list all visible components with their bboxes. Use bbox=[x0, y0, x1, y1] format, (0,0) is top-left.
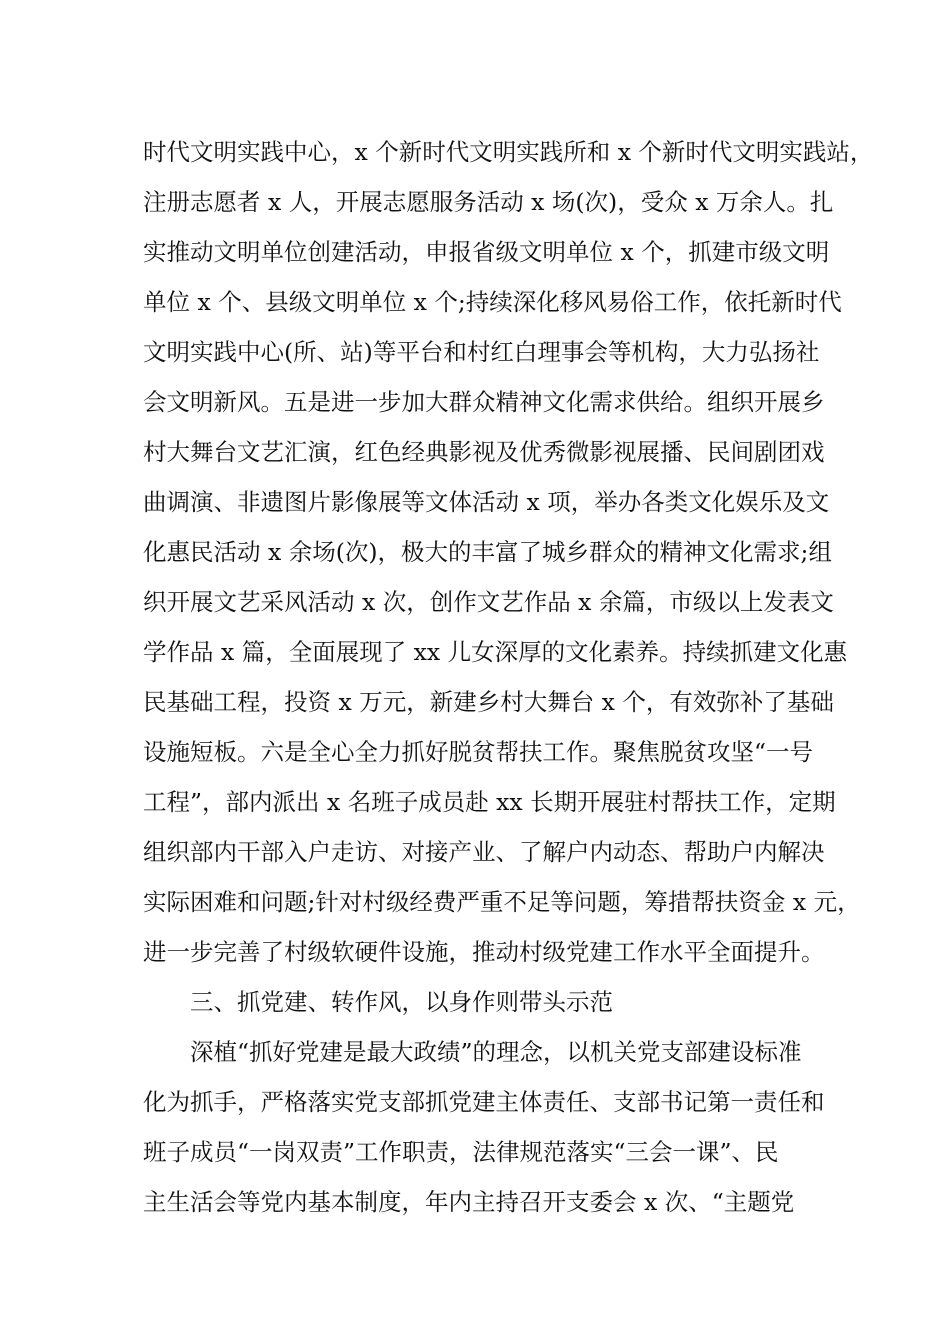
text-line: 民基础工程，投资 x 万元，新建乡村大舞台 x 个，有效弥补了基础 bbox=[143, 688, 834, 716]
text-line: 村大舞台文艺汇演，红色经典影视及优秀微影视展播、民间剧团戏 bbox=[143, 438, 825, 466]
text-line: 班子成员“一岗双责”工作职责，法律规范落实“三会一课”、民 bbox=[143, 1138, 779, 1166]
text-line: 工程”，部内派出 x 名班子成员赴 xx 长期开展驻村帮扶工作，定期 bbox=[143, 788, 836, 816]
text-line: 化为抓手，严格落实党支部抓党建主体责任、支部书记第一责任和 bbox=[143, 1088, 825, 1116]
text-line: 织开展文艺采风活动 x 次，创作文艺作品 x 余篇，市级以上发表文 bbox=[143, 588, 834, 616]
text-line: 设施短板。六是全心全力抓好脱贫帮扶工作。聚焦脱贫攻坚“一号 bbox=[143, 738, 814, 766]
text-line: 主生活会等党内基本制度，年内主持召开支委会 x 次、“主题党 bbox=[143, 1188, 795, 1216]
text-line: 单位 x 个、县级文明单位 x 个;持续深化移风易俗工作，依托新时代 bbox=[143, 288, 842, 316]
text-line: 进一步完善了村级软硬件设施，推动村级党建工作水平全面提升。 bbox=[143, 938, 825, 966]
text-line: 组织部内干部入户走访、对接产业、了解户内动态、帮助户内解决 bbox=[143, 838, 825, 866]
text-line: 深植“抓好党建是最大政绩”的理念，以机关党支部建设标准 bbox=[190, 1038, 802, 1066]
text-line: 实推动文明单位创建活动，申报省级文明单位 x 个，抓建市级文明 bbox=[143, 238, 830, 266]
section-heading: 三、抓党建、转作风，以身作则带头示范 bbox=[190, 988, 613, 1016]
text-line: 学作品 x 篇，全面展现了 xx 儿女深厚的文化素养。持续抓建文化惠 bbox=[143, 638, 848, 666]
text-line: 实际困难和问题;针对村级经费严重不足等问题，筹措帮扶资金 x 元， bbox=[143, 888, 861, 916]
text-line: 化惠民活动 x 余场(次)，极大的丰富了城乡群众的精神文化需求;组 bbox=[143, 538, 832, 566]
text-line: 文明实践中心(所、站)等平台和村红白理事会等机构，大力弘扬社 bbox=[143, 338, 820, 366]
text-line: 注册志愿者 x 人，开展志愿服务活动 x 场(次)，受众 x 万余人。扎 bbox=[143, 188, 834, 216]
text-line: 曲调演、非遗图片影像展等文体活动 x 项，举办各类文化娱乐及文 bbox=[143, 488, 830, 516]
text-line: 时代文明实践中心，x 个新时代文明实践所和 x 个新时代文明实践站， bbox=[143, 138, 874, 166]
text-line: 会文明新风。五是进一步加大群众精神文化需求供给。组织开展乡 bbox=[143, 388, 825, 416]
